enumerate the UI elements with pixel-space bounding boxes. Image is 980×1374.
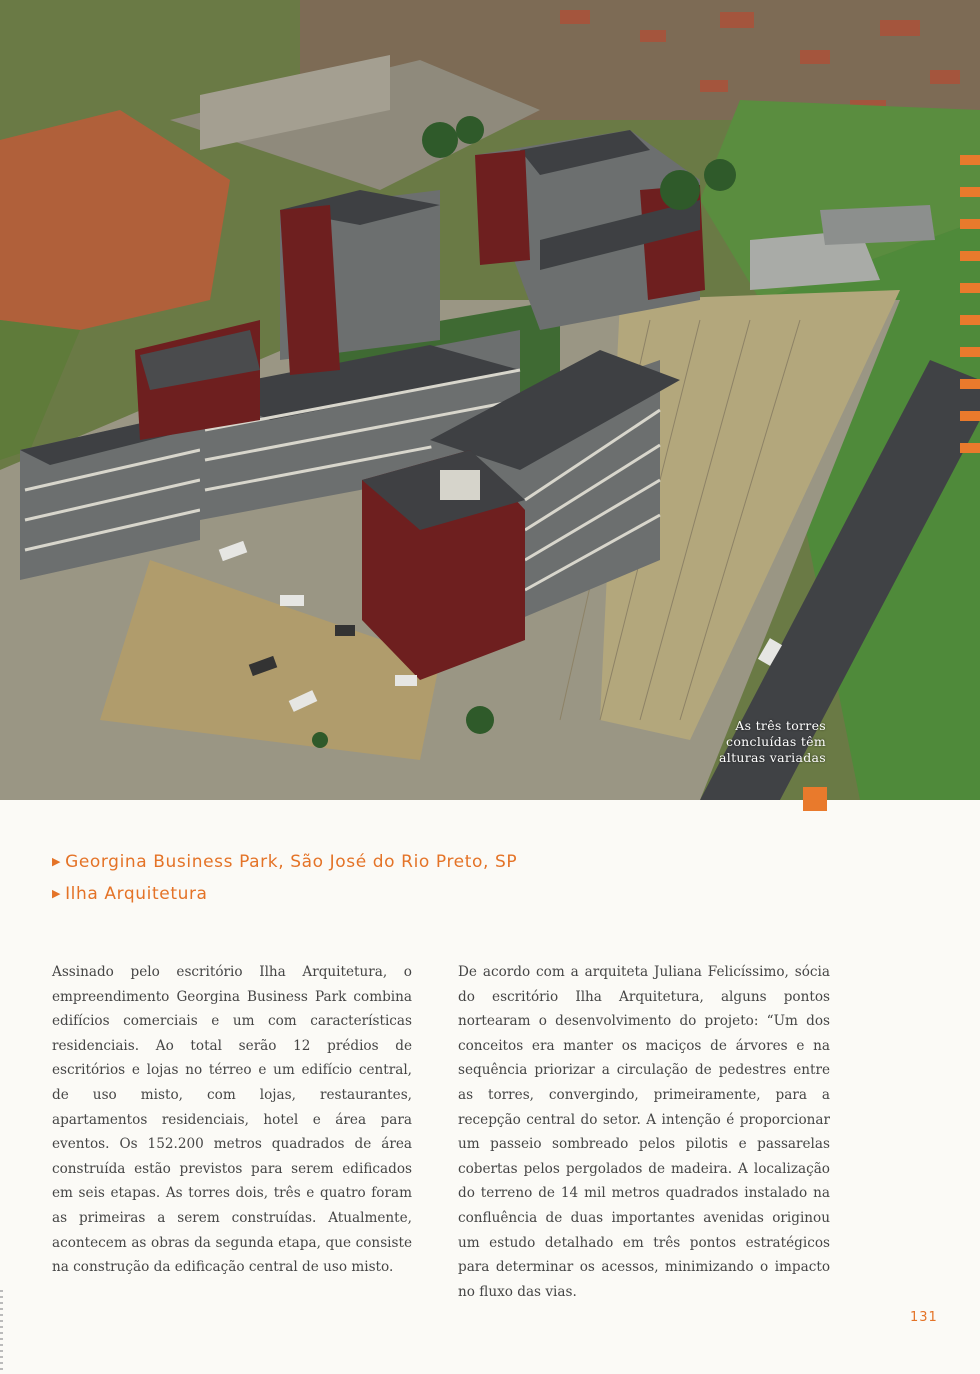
body-paragraph-right: De acordo com a arquiteta Juliana Felicíssimo, sócia do escritório Ilha Arquitetura, alguns pontos nortearam o desenvolvimento do projeto: “Um dos conceitos era manter os maciços de árvores e na sequência priorizar a circulação de pedestres entre as torres, convergindo, primeiramente, para a recepção central do setor. A intenção é proporcionar um passeio sombreado pelos pilotis e passarelas cobertas pelos pergolados de madeira. A localização do terreno de 14 mil metros quadrados instalado na confluência de duas importantes avenidas originou um estudo detalhado em três pontos estratégicos para determinar os acessos, minimizando o impacto no fluxo das vias. [458, 964, 830, 1300]
body-column-right [458, 960, 830, 1304]
side-edge-stripes [960, 155, 980, 475]
caption-line: alturas variadas [719, 750, 826, 765]
body-column-left [52, 960, 412, 1280]
caption-line: concluídas têm [726, 734, 826, 749]
photo-caption [626, 718, 826, 766]
triangle-bullet-icon: ▶ [52, 855, 62, 868]
left-edge-dots [0, 1290, 3, 1370]
body-paragraph-left: Assinado pelo escritório Ilha Arquitetura, o empreendimento Georgina Business Park combina edifícios comerciais e um com características residenciais. Ao total serão 12 prédios de escritórios e lojas no térreo e um edifício central, de uso misto, com lojas, restaurantes, apartamentos residenciais, hotel e área para eventos. Os 152.200 metros quadrados de área construída estão previstos para serem edificados em seis etapas. As torres dois, três e quatro foram as primeiras a serem construídas. Atualmente, acontecem as obras da segunda etapa, que consiste na construção da edificação central de uso misto. [52, 964, 412, 1276]
triangle-bullet-icon: ▶ [52, 887, 62, 900]
page-number: 131 [910, 1310, 938, 1325]
caption-line: As três torres [735, 718, 826, 733]
project-title: Georgina Business Park, São José do Rio Preto, SP [65, 852, 518, 872]
project-heading [52, 852, 517, 872]
architect-name: Ilha Arquitetura [65, 884, 208, 904]
architect-heading [52, 884, 208, 904]
orange-square-marker [803, 787, 827, 811]
